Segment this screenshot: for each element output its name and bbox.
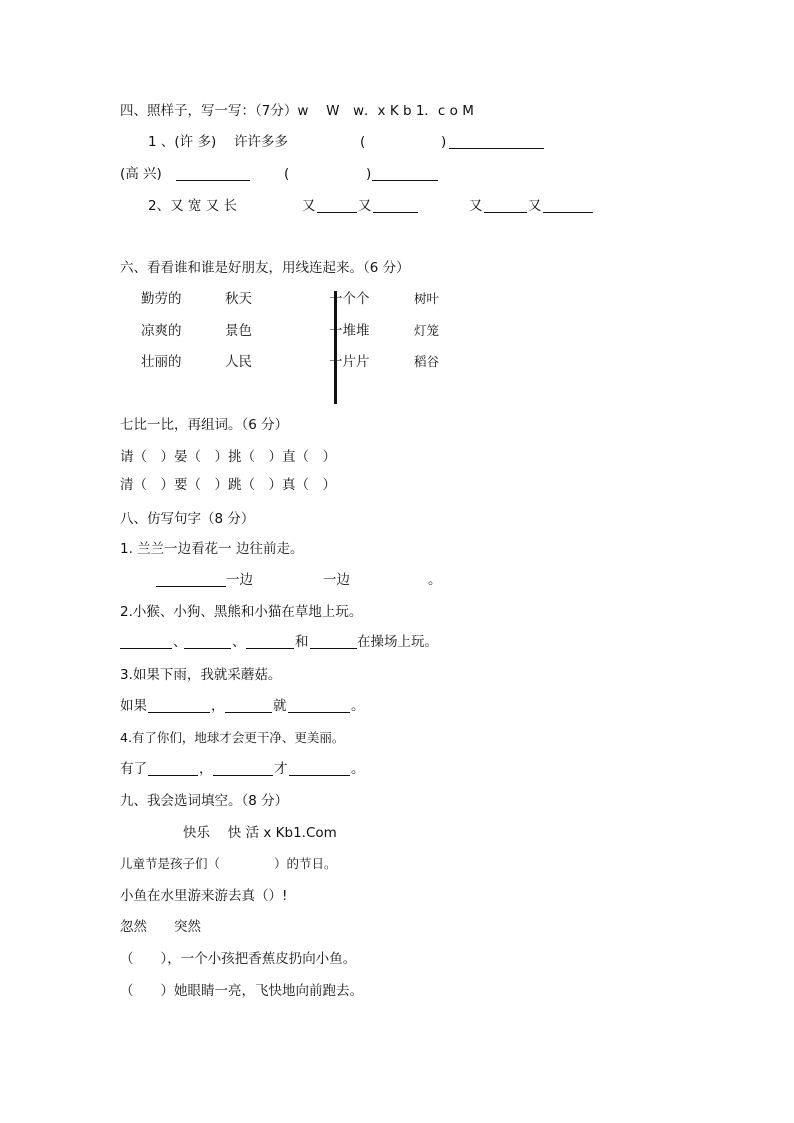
- adjective: 凉爽的: [141, 323, 182, 339]
- comma: ，: [199, 761, 213, 777]
- word-choices-1: 快乐 快 活 x Kb1.Com: [183, 825, 337, 841]
- jiu-word: 就: [273, 698, 287, 714]
- section-9-title: 九、我会选词填空。（8 分）: [120, 793, 289, 809]
- section-4-title: 四、照样子，写一写：（7分）w W w．x K b 1．c o M: [120, 103, 474, 119]
- answer-blank[interactable]: [246, 634, 294, 649]
- answer-blank[interactable]: [449, 134, 544, 149]
- char-row-1: 请（ ）晏（ ）挑（ ）直（ ）: [120, 449, 336, 465]
- you-char: 又: [302, 198, 316, 214]
- cai-word: 才: [274, 761, 288, 777]
- noun: 景色: [225, 323, 252, 339]
- period: 。: [351, 761, 365, 777]
- answer-blank[interactable]: [373, 198, 418, 213]
- paren-open: (: [284, 166, 290, 182]
- example-2: 2、又 宽 又 长: [148, 198, 237, 214]
- ruguo-word: 如果: [120, 698, 147, 714]
- answer-blank[interactable]: [176, 166, 250, 181]
- sentence-4: （ ）她眼睛一亮，飞快地向前跑去。: [120, 983, 363, 999]
- you-char: 又: [469, 198, 483, 214]
- he-word: 和: [295, 634, 309, 650]
- noun: 秋天: [225, 291, 252, 307]
- youle-word: 有了: [120, 761, 147, 777]
- object-noun: 灯笼: [414, 323, 440, 338]
- adjective: 勤劳的: [141, 291, 182, 307]
- period: 。: [351, 698, 365, 714]
- word-choices-2: 忽然 突然: [120, 919, 201, 935]
- paren-close: ): [441, 134, 447, 150]
- noun: 人民: [225, 354, 252, 370]
- q2-tail: 在操场上玩。: [357, 634, 438, 650]
- answer-blank[interactable]: [225, 698, 272, 713]
- adjective: 壮丽的: [141, 354, 182, 370]
- object-noun: 树叶: [414, 291, 440, 306]
- answer-blank[interactable]: [148, 698, 210, 713]
- period: 。: [428, 572, 442, 588]
- answer-blank[interactable]: [372, 166, 438, 181]
- question-3: 3.如果下雨，我就采蘑菇。: [120, 667, 282, 683]
- answer-blank[interactable]: [317, 198, 357, 213]
- paren-open: (: [360, 134, 366, 150]
- answer-blank[interactable]: [484, 198, 527, 213]
- section-7-title: 七比一比，再组词。（6 分）: [120, 417, 289, 433]
- question-2: 2.小猴、小狗、黑熊和小猫在草地上玩。: [120, 604, 363, 620]
- pause-mark: 、: [232, 634, 246, 650]
- pause-mark: 、: [173, 634, 187, 650]
- sentence-1a: 儿童节是孩子们（: [120, 856, 221, 871]
- paren-close: ): [366, 166, 372, 182]
- answer-blank[interactable]: [310, 634, 357, 649]
- sentence-3: （ ），一个小孩把香蕉皮扔向小鱼。: [120, 951, 357, 967]
- yibian-word: 一边: [323, 572, 350, 588]
- answer-blank[interactable]: [289, 761, 350, 776]
- answer-blank[interactable]: [148, 761, 198, 776]
- example-1: 1 、(许 多) 许许多多: [148, 134, 288, 150]
- section-6-title: 六、看看谁和谁是好朋友，用线连起来。（6 分）: [120, 260, 410, 276]
- section-8-title: 八、仿写句字（8 分）: [120, 511, 255, 527]
- you-char: 又: [358, 198, 372, 214]
- question-4: 4.有了你们，地球才会更干净、更美丽。: [120, 730, 345, 745]
- you-char: 又: [528, 198, 542, 214]
- answer-blank[interactable]: [213, 761, 273, 776]
- answer-blank[interactable]: [543, 198, 593, 213]
- yibian-word: 一边: [226, 572, 253, 588]
- sentence-1b: ）的节日。: [274, 856, 337, 871]
- sentence-2: 小鱼在水里游来游去真（）!: [120, 888, 288, 904]
- object-noun: 稻谷: [414, 354, 440, 369]
- answer-blank[interactable]: [156, 572, 226, 587]
- quantifier: 一堆堆: [329, 323, 370, 339]
- quantifier: 一片片: [329, 354, 370, 370]
- question-1: 1. 兰兰一边看花一 边往前走。: [120, 541, 304, 557]
- gaoxing-label: (高 兴): [120, 166, 162, 182]
- comma: ，: [211, 698, 225, 714]
- answer-blank[interactable]: [184, 634, 231, 649]
- answer-blank[interactable]: [288, 698, 350, 713]
- char-row-2: 清（ ）要（ ）跳（ ）真（ ）: [120, 477, 336, 493]
- quantifier: 一个个: [329, 291, 370, 307]
- answer-blank[interactable]: [120, 634, 172, 649]
